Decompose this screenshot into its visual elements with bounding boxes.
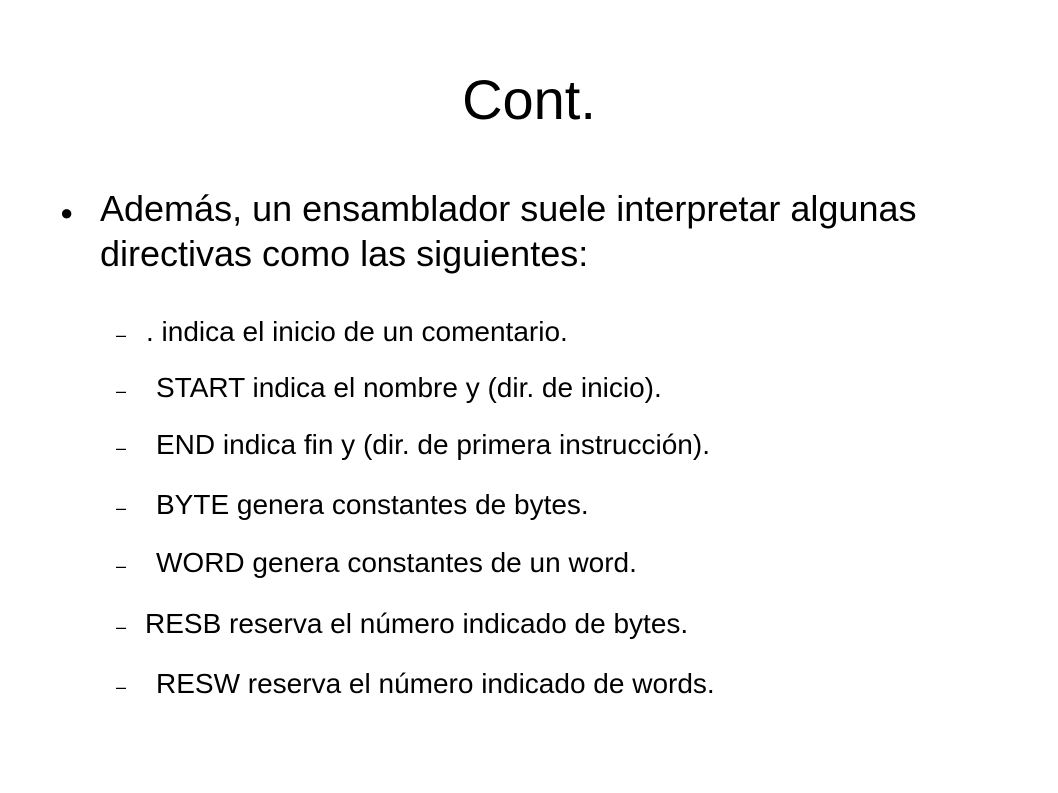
slide-title: Cont. xyxy=(462,68,596,131)
dash-icon: – xyxy=(116,438,127,458)
sub-bullet-text: . indica el inicio de un comentario. xyxy=(146,316,568,347)
sub-bullet-text: START indica el nombre y (dir. de inicio). xyxy=(156,372,662,403)
sub-bullet-end xyxy=(116,425,966,465)
sub-bullet-text: RESW reserva el número indicado de words. xyxy=(156,668,715,699)
sub-bullet-byte xyxy=(116,485,966,525)
sub-bullet-text: WORD genera constantes de un word. xyxy=(156,547,637,578)
sub-bullet-comment xyxy=(116,312,966,352)
sub-bullet-resw xyxy=(116,664,966,704)
sub-bullet-start xyxy=(116,368,966,408)
sub-bullet-word xyxy=(116,543,966,583)
dash-icon: – xyxy=(116,498,127,518)
sub-bullet-text: END indica fin y (dir. de primera instrucción). xyxy=(156,429,710,460)
dash-icon: – xyxy=(116,677,127,697)
main-bullet-text: Además, un ensamblador suele interpretar algunas directivas como las siguientes: xyxy=(100,188,917,274)
dash-icon: – xyxy=(116,381,127,401)
sub-bullet-text: RESB reserva el número indicado de bytes. xyxy=(145,608,689,639)
dash-icon: – xyxy=(116,556,127,576)
sub-bullet-text: BYTE genera constantes de bytes. xyxy=(156,489,589,520)
dash-icon: – xyxy=(116,617,127,637)
dash-icon: – xyxy=(116,325,127,345)
sub-bullet-resb xyxy=(116,604,966,644)
bullet-dot-icon: ● xyxy=(60,200,74,225)
